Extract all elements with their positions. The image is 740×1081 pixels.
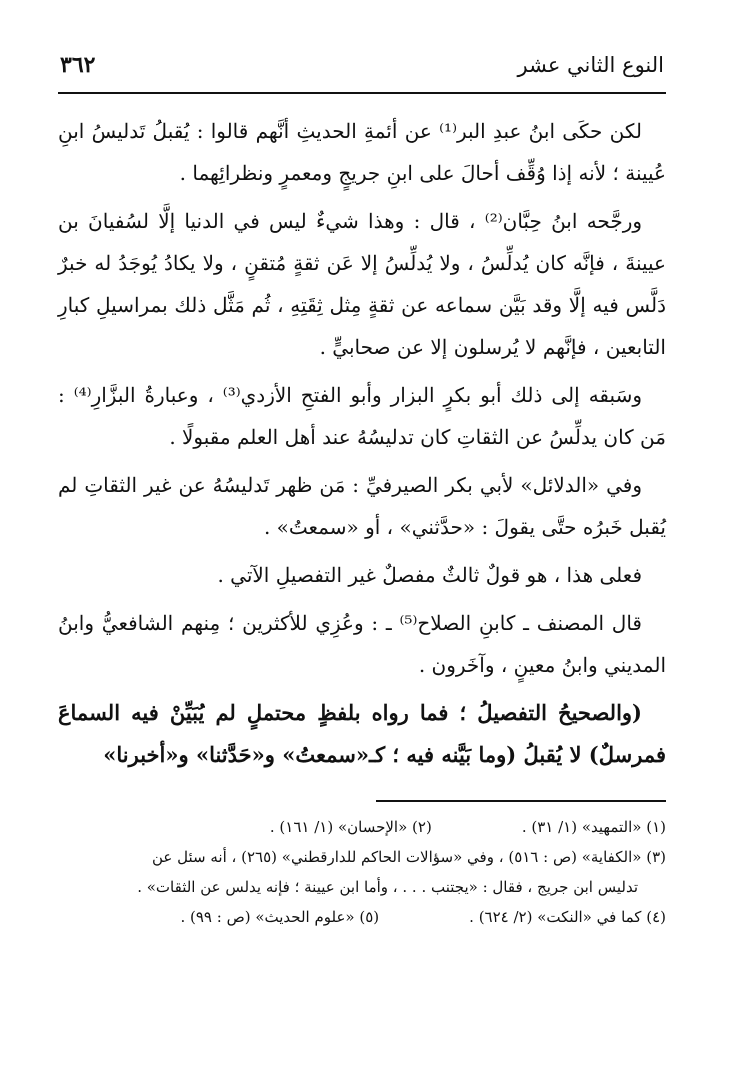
paragraph-3: وسَبقه إلى ذلك أبو بكرٍ البزار وأبو الفتحِ الأزدي⁽³⁾ ، وعبارةُ البزَّارِ⁽⁴⁾ : مَن كان يدلِّسُ عن الثقاتِ كان تدليسُهُ عند أهل العلم مقبولًا . <box>58 383 666 449</box>
footnote-3: (٣) «الكفاية» (ص : ٥١٦) ، وفي «سؤالات الحاكم للدارقطني» (٢٦٥) ، أنه سئل عن <box>152 848 666 866</box>
book-page <box>58 52 666 932</box>
paragraph-5: فعلى هذا ، هو قولٌ ثالثٌ مفصلٌ غير التفصيلِ الآتي . <box>217 563 642 587</box>
paragraph-4: وفي «الدلائل» لأبي بكر الصيرفيِّ : مَن ظهر تَدليسُهُ عن غير الثقاتِ لم يُقبل خَبرُه حتَّى يقولَ : «حدَّثني» ، أو «سمعتُ» . <box>58 473 666 539</box>
chapter-title: النوع الثاني عشر <box>517 53 664 77</box>
footnote-5: (٥) «علوم الحديث» (ص : ٩٩) . <box>180 908 380 926</box>
footnote-4: (٤) كما في «النكت» (٢/ ٦٢٤) . <box>469 908 666 926</box>
paragraph-1: لكن حكَى ابنُ عبدِ البر⁽¹⁾ عن أئمةِ الحديثِ أنَّهم قالوا : يُقبلُ تَدليسُ ابنِ عُيينة ؛ لأنه إذا وُقِّف أحالَ على ابنِ جريجٍ ومعمرٍ ونظرائِهما . <box>58 119 666 185</box>
footnote-1: (١) «التمهيد» (١/ ٣١) . <box>521 818 666 836</box>
main-text <box>58 110 666 776</box>
paragraph-6: قال المصنف ـ كابنِ الصلاح⁽⁵⁾ ـ : وعُزِي للأكثرين ؛ مِنهم الشافعيُّ وابنُ المديني وابنُ معينٍ ، وآخَرون . <box>58 611 666 677</box>
footnote-3-continued: تدليس ابن جريج ، فقال : «يجتنب . . . ، وأما ابن عيينة ؛ فإنه يدلس عن الثقات» . <box>137 878 638 896</box>
footnote-row-1 <box>58 812 666 842</box>
footnote-row-2 <box>58 902 666 932</box>
paragraph-2: ورجَّحه ابنُ حِبَّان⁽²⁾ ، قال : وهذا شيءٌ ليس في الدنيا إلَّا لسُفيانَ بن عيينةَ ، فإنَّه كان يُدلِّسُ ، ولا يُدلِّسُ إلا عَن ثقةٍ مُتقنٍ ، ولا يكادُ يُوجَدُ له خبرٌ دَلَّس فيه إلَّا وقد بَيَّن سماعه عن ثقةٍ مِثل ثِقَتِهِ ، ثُم مَثَّل ذلك بمراسيلِ كبارِ التابعين ، فإنَّهم لا يُرسلون إلا عن صحابيٍّ . <box>58 209 666 359</box>
page-number: ٣٦٢ <box>60 52 96 78</box>
footnote-2: (٢) «الإحسان» (١/ ١٦١) . <box>269 818 432 836</box>
footnotes <box>58 812 666 932</box>
footnote-separator <box>376 800 666 802</box>
page-header <box>58 52 666 94</box>
paragraph-7-matn: (والصحيحُ التفصيلُ ؛ فما رواه بلفظٍ محتملٍ لم يُبَيِّنْ فيه السماعَ فمرسلٌ) لا يُقبلُ (وما بَيَّنه فيه ؛ كـ«سمعتُ» و«حَدَّثنا» و«أخبرنا» <box>58 700 666 767</box>
